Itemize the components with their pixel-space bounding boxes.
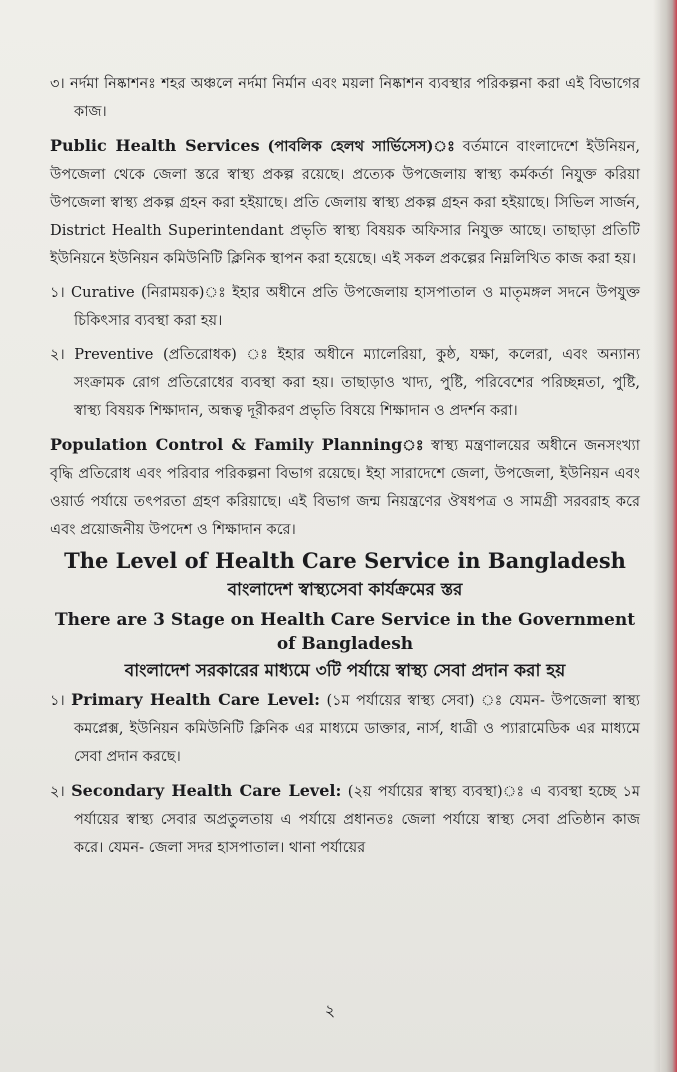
heading-three-stages-bn: বাংলাদেশ সরকারের মাধ্যমে ৩টি পর্যায়ে স্বাস্থ্য সেবা প্রদান করা হয় [124, 661, 566, 681]
public-health-title: Public Health Services [50, 136, 260, 155]
preventive-text: ইহার অধীনে ম্যালেরিয়া, কুষ্ঠ, যক্ষা, কলেরা, এবং অন্যান্য সংক্রামক রোগ প্রতিরোধের ব্যবস্থা করা হয়। তাছাড়াও খাদ্য, পুষ্টি, পরিবেশের পরিচ্ছন্নতা, পুষ্টি, স্বাস্থ্য বিষয়ক শিক্ষাদান, অন্ধত্ব দূরীকরণ প্রভৃতি বিষয়ে শিক্ষাদান ও প্রদর্শন করা। [74, 346, 640, 419]
secondary-text: (২য় পর্যায়ের স্বাস্থ্য ব্যবস্থা)ঃ এ ব্যবস্থা হচ্ছে ১ম পর্যায়ের স্বাস্থ্য সেবার অপ্রতুলতায় এ পর্যায়ে প্রধানতঃ জেলা পর্যায়ে স্বাস্থ্য সেবা প্রতিষ্ঠান কাজ করে। যেমন- জেলা সদর হাসপাতাল। থানা পর্যায়ের [74, 783, 641, 856]
drainage-label: ৩। নর্দমা নিষ্কাশনঃ [50, 75, 156, 92]
page-number: ২ [324, 1001, 336, 1020]
page-content [50, 70, 640, 862]
paragraph-secondary [50, 777, 640, 862]
paragraph-population [50, 431, 640, 544]
paragraph-primary [50, 686, 640, 771]
preventive-label: ২। Preventive (প্রতিরোধক) ঃ [50, 346, 268, 363]
heading-health-care-level: The Level of Health Care Service in Bangladesh [64, 548, 626, 573]
curative-label: ১। Curative (নিরাময়ক)ঃ [50, 284, 226, 301]
page-edge [653, 0, 677, 1072]
population-colon: ঃ [402, 437, 424, 454]
heading-health-care-level-bn: বাংলাদেশ স্বাস্থ্যসেবা কার্যক্রমের স্তর [227, 580, 463, 600]
paragraph-preventive [50, 341, 640, 425]
secondary-number: ২। [50, 783, 65, 800]
drainage-text: শহর অঞ্চলে নর্দমা নির্মান এবং ময়লা নিষ্কাশন ব্যবস্থার পরিকল্পনা করা এই বিভাগের কাজ। [74, 75, 640, 120]
heading-three-stages: There are 3 Stage on Health Care Service in the Government of Bangladesh [54, 610, 636, 654]
paragraph-curative [50, 279, 640, 335]
primary-title: Primary Health Care Level: [71, 690, 321, 709]
population-text: স্বাস্থ্য মন্ত্রণালয়ের অধীনে জনসংখ্যা বৃদ্ধি প্রতিরোধ এবং পরিবার পরিকল্পনা বিভাগ রয়েছে। ইহা সারাদেশে জেলা, উপজেলা, ইউনিয়ন এবং ওয়ার্ড পর্যায়ে তৎপরতা গ্রহণ করিয়াছে। এই বিভাগ জন্ম নিয়ন্ত্রণের ঔষধপত্র ও সামগ্রী সরবরাহ করে এবং প্রয়োজনীয় উপদেশ ও শিক্ষাদান করে। [50, 437, 640, 538]
paragraph-public-health [50, 132, 640, 273]
population-title: Population Control & Family Planning [50, 435, 403, 454]
secondary-title: Secondary Health Care Level: [71, 781, 342, 800]
public-health-title-bn: (পাবলিক হেলথ সার্ভিসেস)ঃ [267, 138, 455, 155]
primary-number: ১। [50, 692, 65, 709]
paragraph-drainage [50, 70, 640, 126]
public-health-text: বর্তমানে বাংলাদেশে ইউনিয়ন, উপজেলা থেকে জেলা স্তরে স্বাস্থ্য প্রকল্প রয়েছে। প্রত্যেক উপজেলায় স্বাস্থ্য কর্মকর্তা নিযুক্ত করিয়া উপজেলা স্বাস্থ্য প্রকল্প গ্রহন করা হইয়াছে। প্রতি জেলায় স্বাস্থ্য প্রকল্প গ্রহন করা হইয়াছে। সিভিল সার্জন, District Health Superintendant প্রভৃতি স্বাস্থ্য বিষয়ক অফিসার নিযুক্ত আছে। তাছাড়া প্রতিটি ইউনিয়নে ইউনিয়ন কমিউনিটি ক্লিনিক স্থাপন করা হয়েছে। এই সকল প্রকল্পের নিম্নলিখিত কাজ করা হয়। [50, 138, 641, 267]
primary-text: (১ম পর্যায়ের স্বাস্থ্য সেবা) ঃ যেমন- উপজেলা স্বাস্থ্য কমপ্লেক্স, ইউনিয়ন কমিউনিটি ক্লিনিক এর মাধ্যমে ডাক্তার, নার্স, ধাত্রী ও প্যারামেডিক এর মাধ্যমে সেবা প্রদান করছে। [74, 692, 641, 765]
curative-text: ইহার অধীনে প্রতি উপজেলায় হাসপাতাল ও মাতৃমঙ্গল সদনে উপযুক্ত চিকিৎসার ব্যবস্থা করা হয়। [74, 284, 640, 329]
